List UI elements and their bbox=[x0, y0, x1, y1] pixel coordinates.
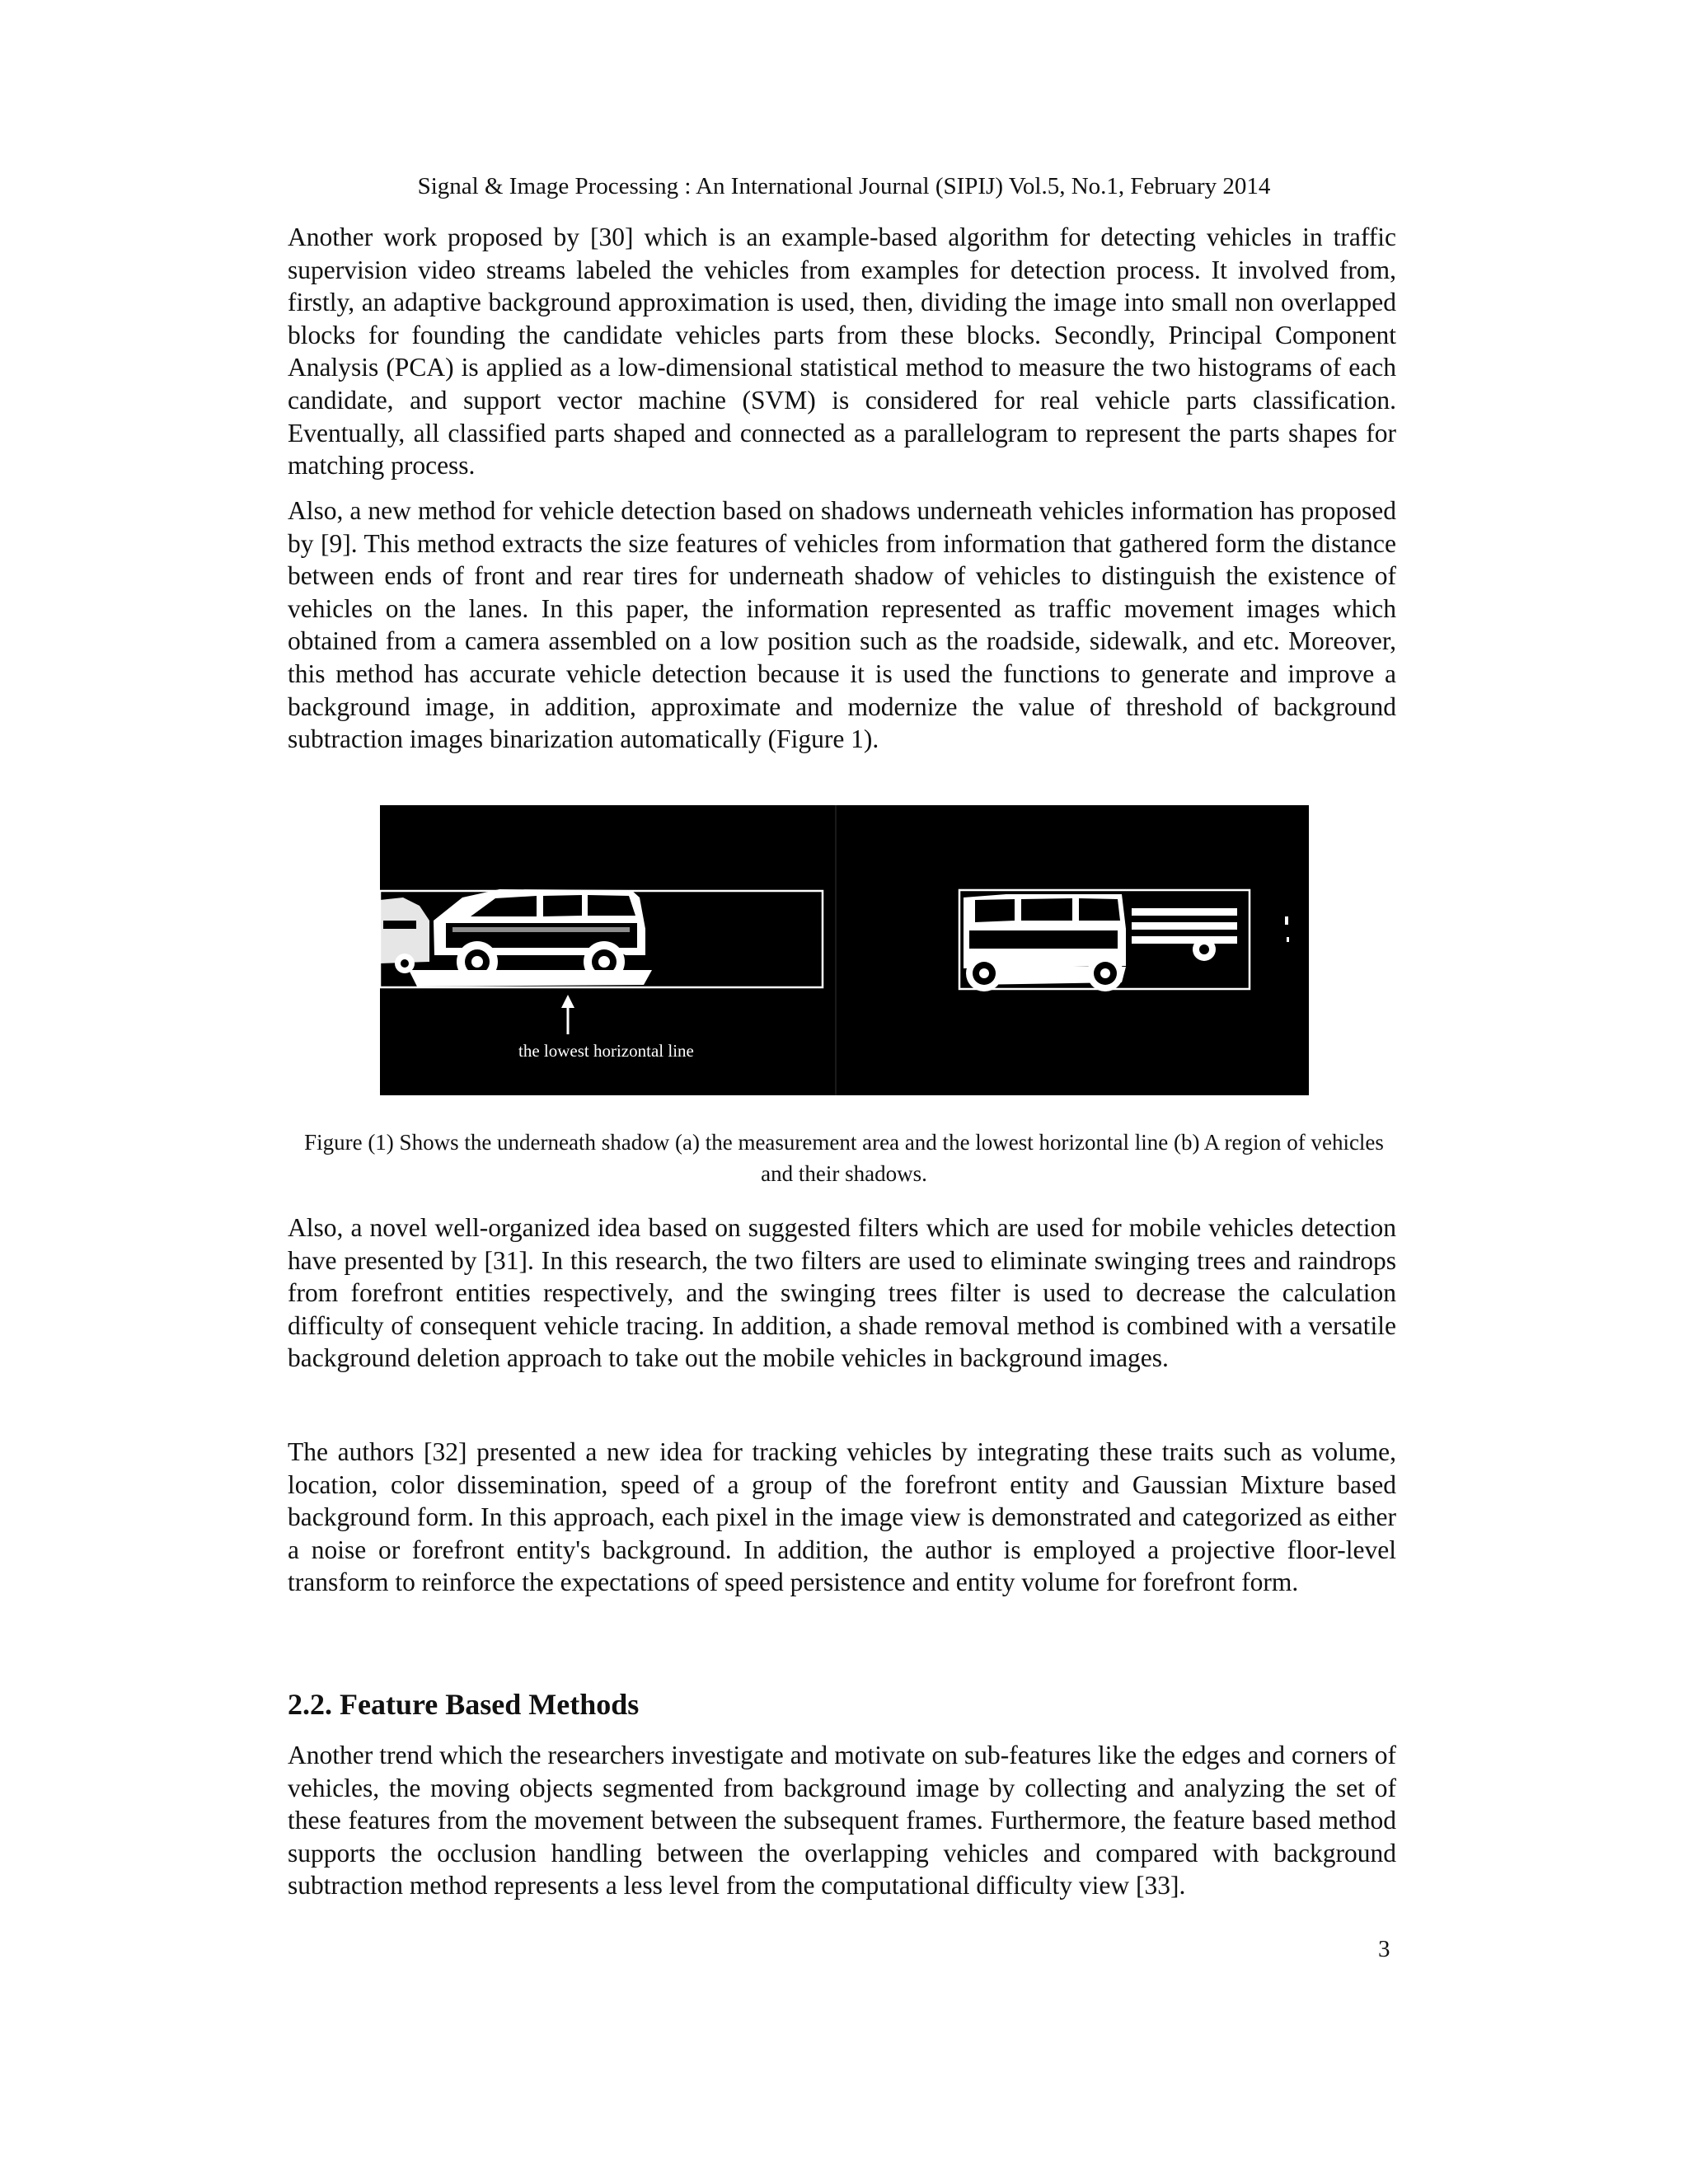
paragraph-feature-based: Another trend which the researchers investigate and motivate on sub-features like the edges and corners of vehicles, the moving objects segmented from background image by collecting and analyzing the set of these features from the movement between the subsequent frames. Furthermore, the feature based method supports the occlusion handling between the overlapping vehicles and compared with background subtraction method represents a less level from the computational difficulty view [33]. bbox=[288, 1741, 1396, 1900]
figure-1-shadow-images bbox=[380, 805, 1309, 1095]
paragraph-shadow-detection: Also, a new method for vehicle detection based on shadows underneath vehicles information has proposed by [9]. This method extracts the size features of vehicles from information that gathered form the distance between ends of front and rear tires for underneath shadow of vehicles to distinguish the existence of vehicles on the lanes. In this paper, the information represented as traffic movement images which obtained from a camera assembled on a low position such as the roadside, sidewalk, and etc. Moreover, this method has accurate vehicle detection because it is used the functions to generate and improve a background image, in addition, approximate and modernize the value of threshold of background subtraction images binarization automatically (Figure 1). bbox=[288, 496, 1396, 754]
underneath-shadow-a bbox=[409, 970, 652, 987]
vehicle-silhouette-b-rear bbox=[1128, 904, 1244, 962]
lowest-horizontal-line-label: the lowest horizontal line bbox=[518, 1041, 694, 1061]
paragraph-tracking: The authors [32] presented a new idea for tracking vehicles by integrating these traits such as volume, location, color dissemination, speed of a group of the forefront entity and Gaussian Mixture based background form. In this approach, each pixel in the image view is demonstrated and categorized as either a noise or forefront entity's background. In addition, the author is employed a projective floor-level transform to reinforce the expectations of speed persistence and entity volume for forefront form. bbox=[288, 1437, 1396, 1597]
wheel-front-b bbox=[966, 955, 1002, 991]
running-header: Signal & Image Processing : An International Journal (SIPIJ) Vol.5, No.1, February 2014 bbox=[417, 173, 1271, 199]
wheel-rear-b bbox=[1087, 955, 1123, 991]
page-number: 3 bbox=[1378, 1936, 1390, 1962]
paragraph-example-based-algorithm: Another work proposed by [30] which is an example-based algorithm for detecting vehicles in traffic supervision video streams labeled the vehicles from examples for detection process. It involved from, firstly, an adaptive background approximation is used, then, dividing the image into small non overlapped blocks for founding the candidate vehicles parts from these blocks. Secondly, Principal Component Analysis (PCA) is applied as a low-dimensional statistical method to measure the two histograms of each candidate, and support vector machine (SVM) is considered for real vehicle parts classification. Eventually, all classified parts shaped and connected as a parallelogram to represent the parts shapes for matching process. bbox=[288, 223, 1396, 480]
section-heading-feature-based: 2.2. Feature Based Methods bbox=[288, 1688, 640, 1721]
paragraph-filters: Also, a novel well-organized idea based on suggested filters which are used for mobile vehicles detection have presented by [31]. In this research, the two filters are used to eliminate swinging trees and raindrops from forefront entities respectively, and the swinging trees filter is used to decrease the calculation difficulty of consequent vehicle tracing. In addition, a shade removal method is combined with a versatile background deletion approach to take out the mobile vehicles in background images. bbox=[288, 1213, 1396, 1373]
figure-1-graphic bbox=[380, 805, 1309, 1095]
figure-1-caption: Figure (1) Shows the underneath shadow (a) the measurement area and the lowest horizontal line (b) A region of vehicles and their shadows. bbox=[304, 1130, 1384, 1186]
